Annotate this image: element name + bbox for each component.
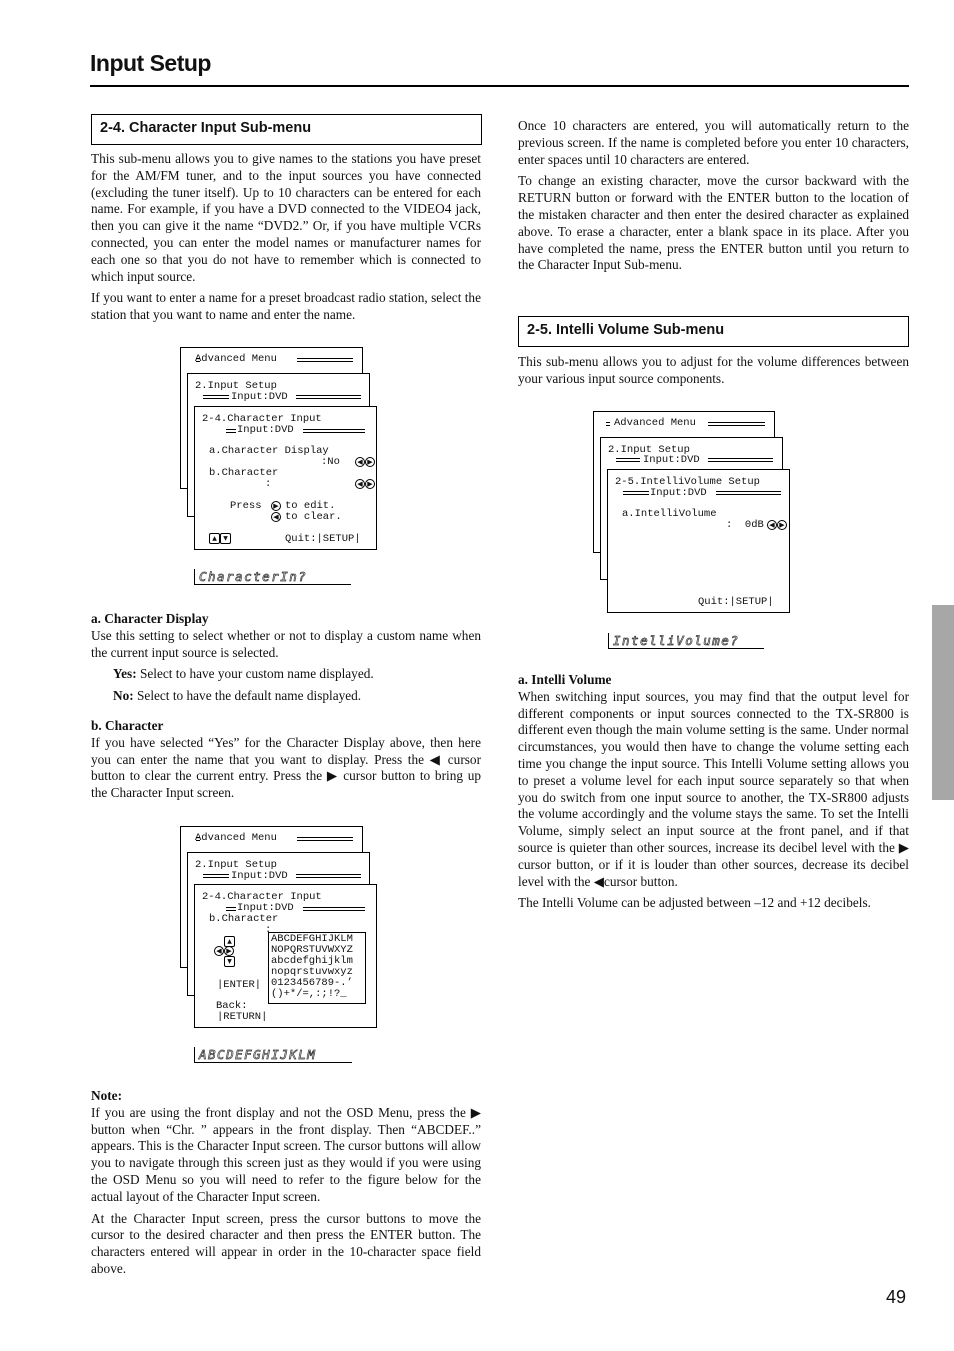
- osd-character-label: b.Character: [209, 913, 279, 925]
- character-display-section: [91, 611, 481, 710]
- osd-advanced-menu-label: Advanced Menu: [195, 832, 277, 844]
- front-display-character-in: CharacterIn?: [194, 569, 351, 585]
- intro-text: [91, 151, 481, 329]
- yes-text: Select to have your custom name displayed.: [139, 666, 374, 682]
- osd-intelli-volume-value: : 0dB: [726, 519, 764, 531]
- intro-paragraph-2: If you want to enter a name for a preset broadcast radio station, select the station that you want to name and enter the name.: [91, 290, 481, 323]
- intro-paragraph-1: This sub-menu allows you to give names to the stations you have preset for the AM/FM tuner, and to the input sources you have connected (excluding the tuner itself). Up to 10 characters can be entered for each name. For example, if you have a DVD connected to the VIDEO4 jack, then you can give it the name “DVD2.” Or, if you have multiple VCRs connected, you can enter the model names or manufacturer names for each one so that you do not have to remember which is connected to which input source.: [91, 151, 481, 284]
- character-display-text: Use this setting to select whether or not to display a custom name when the current input source is selected.: [91, 627, 481, 660]
- right-triangle-icon: ▶: [326, 768, 339, 784]
- character-section: [91, 718, 481, 807]
- left-right-icon: ◀ ▶: [355, 479, 375, 491]
- osd-quit-label: Quit:|SETUP|: [698, 596, 774, 608]
- page-title: Input Setup: [90, 50, 211, 76]
- left-right-icon: ◀ ▶: [767, 520, 787, 532]
- intelli-intro-text: This sub-menu allows you to adjust for the volume differences between your various input source components.: [518, 354, 909, 386]
- left-triangle-icon: ◀: [593, 873, 604, 889]
- up-down-icon: ▲ ▼: [209, 533, 231, 545]
- left-triangle-icon: ◀: [429, 751, 443, 767]
- section-heading-2-5: 2-5. Intelli Volume Sub-menu: [518, 316, 909, 347]
- osd-input-dvd-label: Input:DVD: [650, 487, 707, 499]
- right-arrow-icon: ▶: [271, 501, 281, 513]
- right-triangle-icon: ▶: [470, 1104, 481, 1120]
- right-triangle-icon: ▶: [898, 839, 910, 855]
- yes-label: Yes:: [113, 666, 137, 682]
- character-text-3: cursor button to bring up the Character Input screen.: [91, 768, 481, 801]
- note-text-2: button when “Chr. ” appears in the front display. Then “ABCDEF..” appears. This is the Character Input screen. The cursor buttons will allow you to navigate through this screen just as they would if you were using the OSD Menu so you will need to refer to the figure below for the actual layout of the Character Input screen.: [91, 1121, 481, 1204]
- osd-intelli-volume-label: a.IntelliVolume: [622, 508, 717, 520]
- osd-input-dvd-label: Input:DVD: [237, 902, 294, 914]
- edge-tab-marker: [932, 605, 954, 800]
- osd-advanced-menu-label: Advanced Menu: [614, 417, 696, 429]
- osd-char-input-label: 2-4.Character Input: [202, 413, 322, 425]
- osd-press-label: Press: [230, 500, 262, 512]
- intelli-volume-text-1: When switching input sources, you may find that the output level for different components or input sources connected to the TX-SR800 is different even though the main volume setting is the same. Under normal circumstances, you would then have to change the volume setting each time you change the input source. This Intelli Volume setting allows you to preset a volume level for each input source separately so that when you do switch from one input source to another, the TX-SR800 adjusts the volume accordingly and the volume stays the same. To set the Intelli Volume, simply select an input source at the front panel, and if that source is quieter than other sources, increase its decibel level with the: [518, 688, 909, 855]
- intelli-volume-text-2: cursor button, or if it is louder than other sources, decrease its decibel level with the: [518, 856, 909, 889]
- right-paragraph-1: Once 10 characters are entered, you will automatically return to the previous screen. If the name is completed before you enter 10 characters, enter spaces until 10 characters are entered.: [518, 118, 909, 167]
- intelli-volume-range: The Intelli Volume can be adjusted between –12 and +12 decibels.: [518, 895, 871, 911]
- osd-character-value: :: [265, 478, 272, 490]
- left-right-icon: ◀ ▶: [214, 946, 234, 958]
- osd-input-dvd-label: Input:DVD: [231, 391, 288, 403]
- osd-input-setup-label: 2.Input Setup: [608, 444, 690, 456]
- front-display-alphabet: ABCDEFGHIJKLM: [194, 1047, 352, 1063]
- osd-character-label: b.Character: [209, 467, 279, 479]
- osd-advanced-menu-label: Advanced Menu: [195, 353, 277, 365]
- right-column-text: [518, 118, 909, 279]
- osd-quit-label: Quit:|SETUP|: [285, 533, 361, 545]
- osd-input-dvd-label: Input:DVD: [237, 424, 294, 436]
- no-text: Select to have the default name displayed.: [137, 688, 362, 704]
- no-label: No:: [113, 688, 134, 704]
- osd-character-value: :: [265, 924, 272, 936]
- left-right-icon: ◀ ▶: [355, 457, 375, 469]
- up-arrow-icon: ▲: [224, 936, 235, 948]
- osd-return-label: |RETURN|: [217, 1011, 268, 1023]
- osd-input-setup-label: 2.Input Setup: [195, 859, 277, 871]
- osd-enter-label: |ENTER|: [217, 979, 262, 991]
- osd-character-display-value: :No: [321, 456, 340, 468]
- osd-char-input-label: 2-4.Character Input: [202, 891, 322, 903]
- title-rule: [90, 85, 909, 87]
- osd-window-character-input: [194, 406, 377, 550]
- character-text-2: cursor button to clear the current entry. Press the: [91, 751, 482, 784]
- intelli-volume-text-3: cursor button.: [603, 873, 678, 889]
- osd-character-display-label: a.Character Display: [209, 445, 329, 457]
- intelli-intro: [518, 354, 909, 393]
- intelli-volume-heading: a. Intelli Volume: [518, 672, 612, 687]
- osd-input-dvd-label: Input:DVD: [643, 454, 700, 466]
- right-paragraph-2: To change an existing character, move the cursor backward with the RETURN button or forward with the ENTER button to the location of the mistaken character and then enter the desired character as explained above. To erase a character, enter a blank space in its place. After you have completed the name, press the ENTER button until you return to the Character Input Sub-menu.: [518, 173, 909, 273]
- osd-input-dvd-label: Input:DVD: [231, 870, 288, 882]
- note-section: [91, 1088, 481, 1283]
- section-heading-2-4: 2-4. Character Input Sub-menu: [91, 114, 482, 145]
- character-text-1: If you have selected “Yes” for the Character Display above, then here you can enter the name that you want to display. Press the: [91, 734, 481, 767]
- front-display-intelli-volume: IntelliVolume?: [608, 633, 764, 649]
- character-grid: ABCDEFGHIJKLM NOPQRSTUVWXYZ abcdefghijklm nopqrstuvwxyz 0123456789-.’ ()+*/=,:;!?_: [268, 932, 366, 1004]
- osd-back-label: Back:: [216, 1000, 248, 1012]
- left-arrow-icon: ◀: [271, 512, 281, 524]
- intelli-volume-section: [518, 672, 909, 917]
- note-heading: Note:: [91, 1088, 123, 1103]
- note-text-1: If you are using the front display and not the OSD Menu, press the: [91, 1104, 466, 1120]
- note-paragraph-2: At the Character Input screen, press the cursor buttons to move the cursor to the desired character and then press the ENTER button. The characters entered will appear in order in the 10-character space field above.: [91, 1210, 481, 1276]
- character-display-heading: a. Character Display: [91, 611, 209, 626]
- down-arrow-icon: ▼: [224, 956, 235, 968]
- osd-input-setup-label: 2.Input Setup: [195, 380, 277, 392]
- osd-to-clear-label: to clear.: [285, 511, 342, 523]
- osd-iv-setup-label: 2-5.IntelliVolume Setup: [615, 476, 760, 488]
- character-heading: b. Character: [91, 718, 164, 733]
- osd-to-edit-label: to edit.: [285, 500, 336, 512]
- page-number: 49: [886, 1287, 907, 1307]
